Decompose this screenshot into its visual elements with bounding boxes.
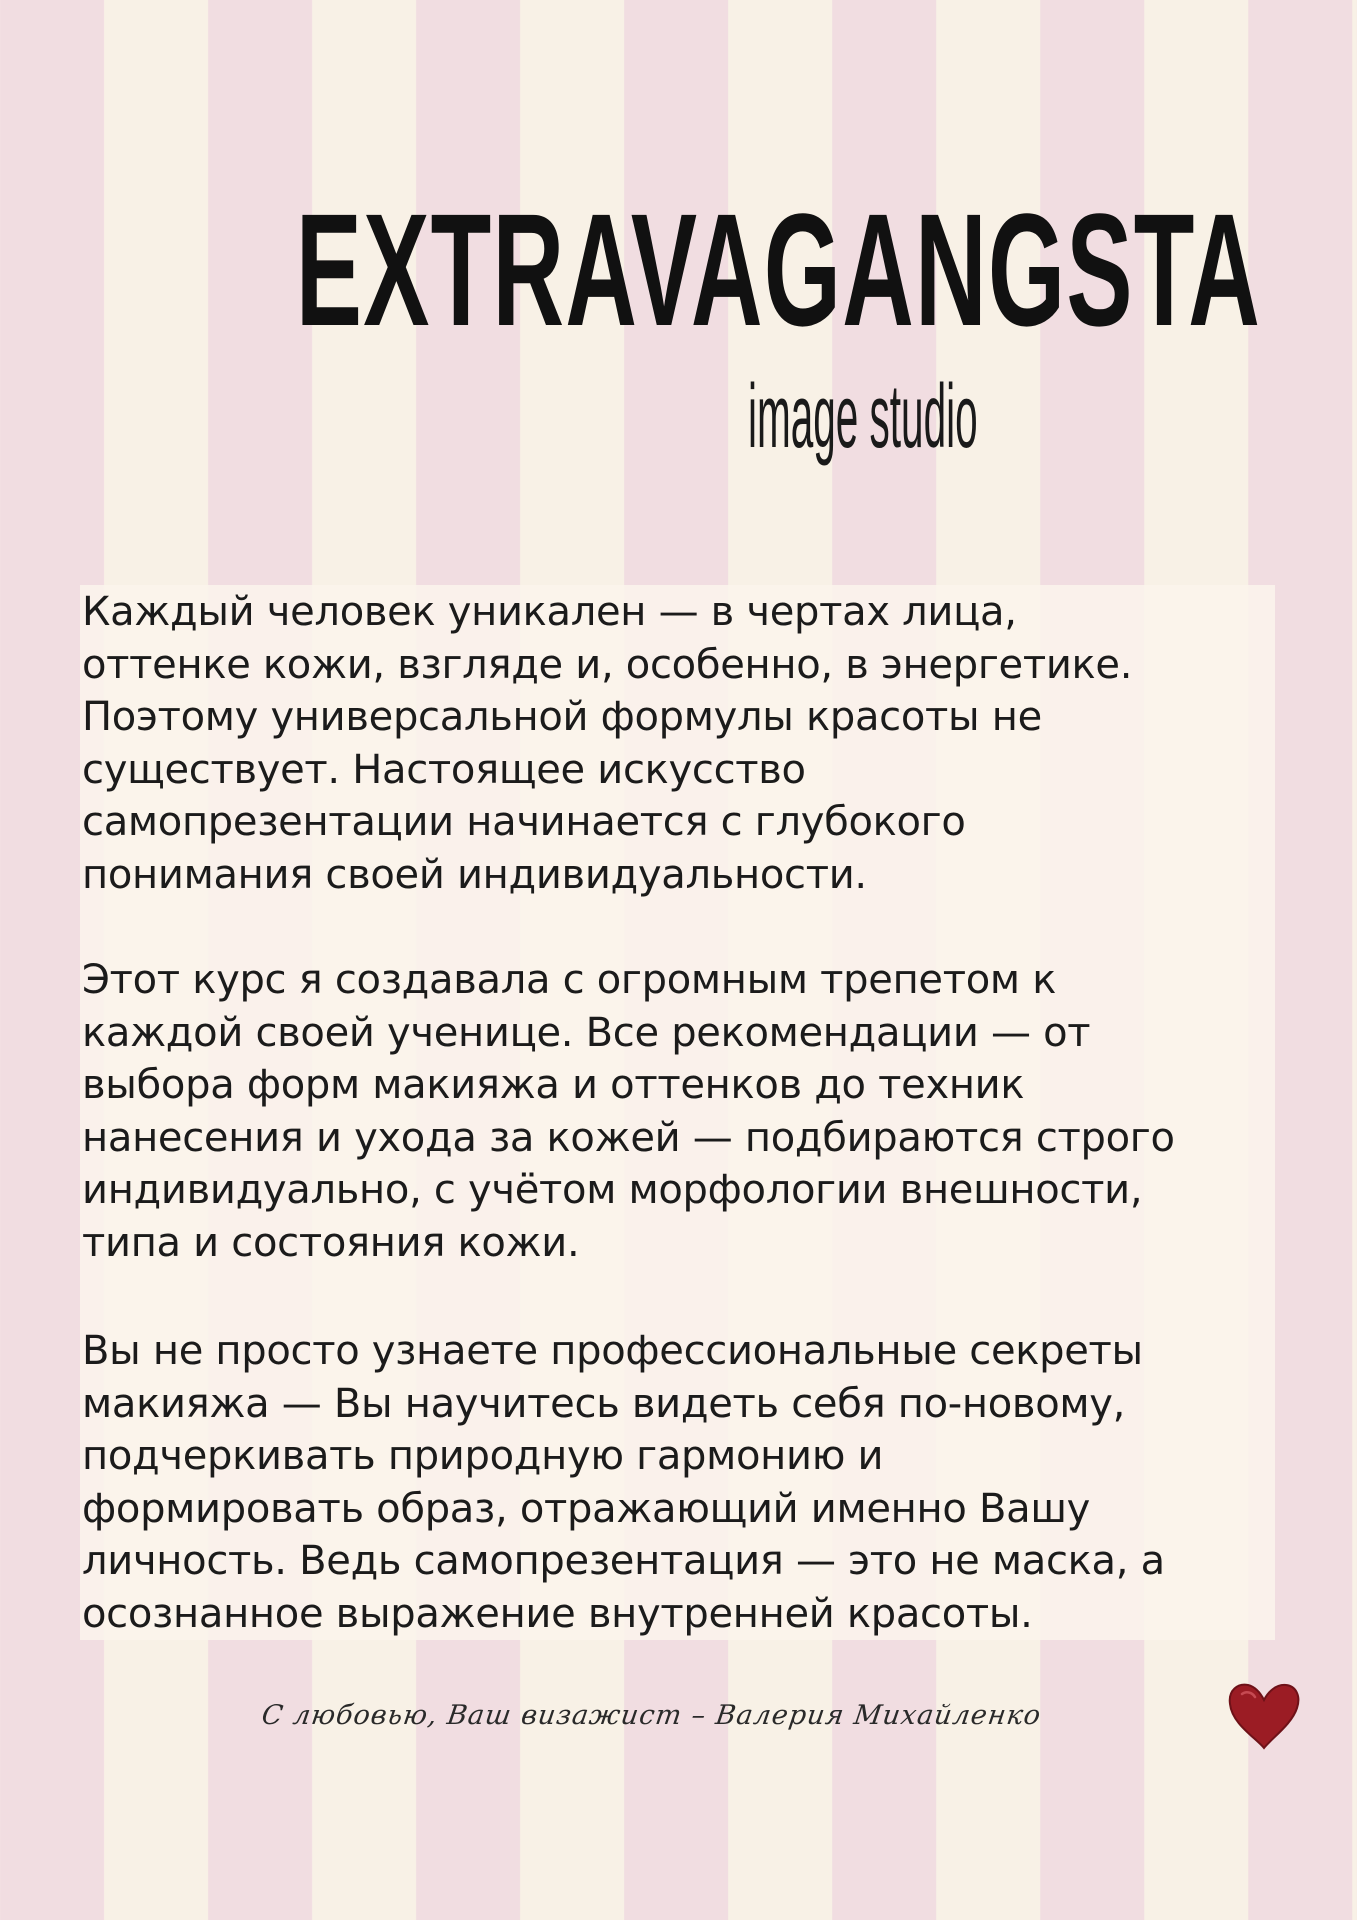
paragraph-line: понимания своей индивидуальности. (82, 851, 867, 898)
paragraph-line: осознанное выражение внутренней красоты. (82, 1590, 1033, 1637)
paragraph-line: подчеркивать природную гармонию и (82, 1433, 884, 1479)
paragraph-line: самопрезентации начинается с глубокого (82, 799, 966, 845)
paragraph-line: существует. Настоящее искусство (82, 746, 806, 793)
paragraph-line: личность. Ведь самопрезентация — это не маска, а (82, 1538, 1165, 1584)
logo-title: EXTRAVAGANGSTA (295, 180, 1262, 359)
paragraph-line: нанесения и ухода за кожей — подбираются строго (82, 1114, 1175, 1161)
paragraph-line: оттенке кожи, взгляде и, особенно, в энергетике. (82, 641, 1133, 688)
closing-paragraph (82, 1325, 1312, 1640)
paragraph-line: индивидуально, с учётом морфологии внешности, (82, 1167, 1143, 1213)
paragraph-line: типа и состояния кожи. (82, 1219, 580, 1266)
heart-icon (1226, 1680, 1302, 1752)
paragraph-line: Каждый человек уникален — в чертах лица, (82, 589, 1017, 635)
paragraph-line: макияжа — Вы научитесь видеть себя по-новому, (82, 1380, 1126, 1427)
paragraph-line: выбора форм макияжа и оттенков до техник (82, 1062, 1025, 1108)
paragraph-line: Поэтому универсальной формулы красоты не (82, 694, 1042, 740)
intro-paragraph (82, 586, 1312, 901)
signature: С любовью, Ваш визажист – Валерия Михайленко (259, 1700, 1044, 1731)
paragraph-line: Вы не просто узнаете профессиональные секреты (82, 1328, 1143, 1374)
paragraph-line: формировать образ, отражающий именно Вашу (82, 1485, 1090, 1532)
heart-shape (1230, 1685, 1299, 1748)
logo-subtitle: image studio (748, 367, 978, 467)
paragraph-line: каждой своей ученице. Все рекомендации — от (82, 1009, 1091, 1056)
studio-logo (0, 180, 1357, 359)
course-paragraph (82, 954, 1312, 1269)
paragraph-line: Этот курс я создавала с огромным трепетом к (82, 957, 1057, 1003)
